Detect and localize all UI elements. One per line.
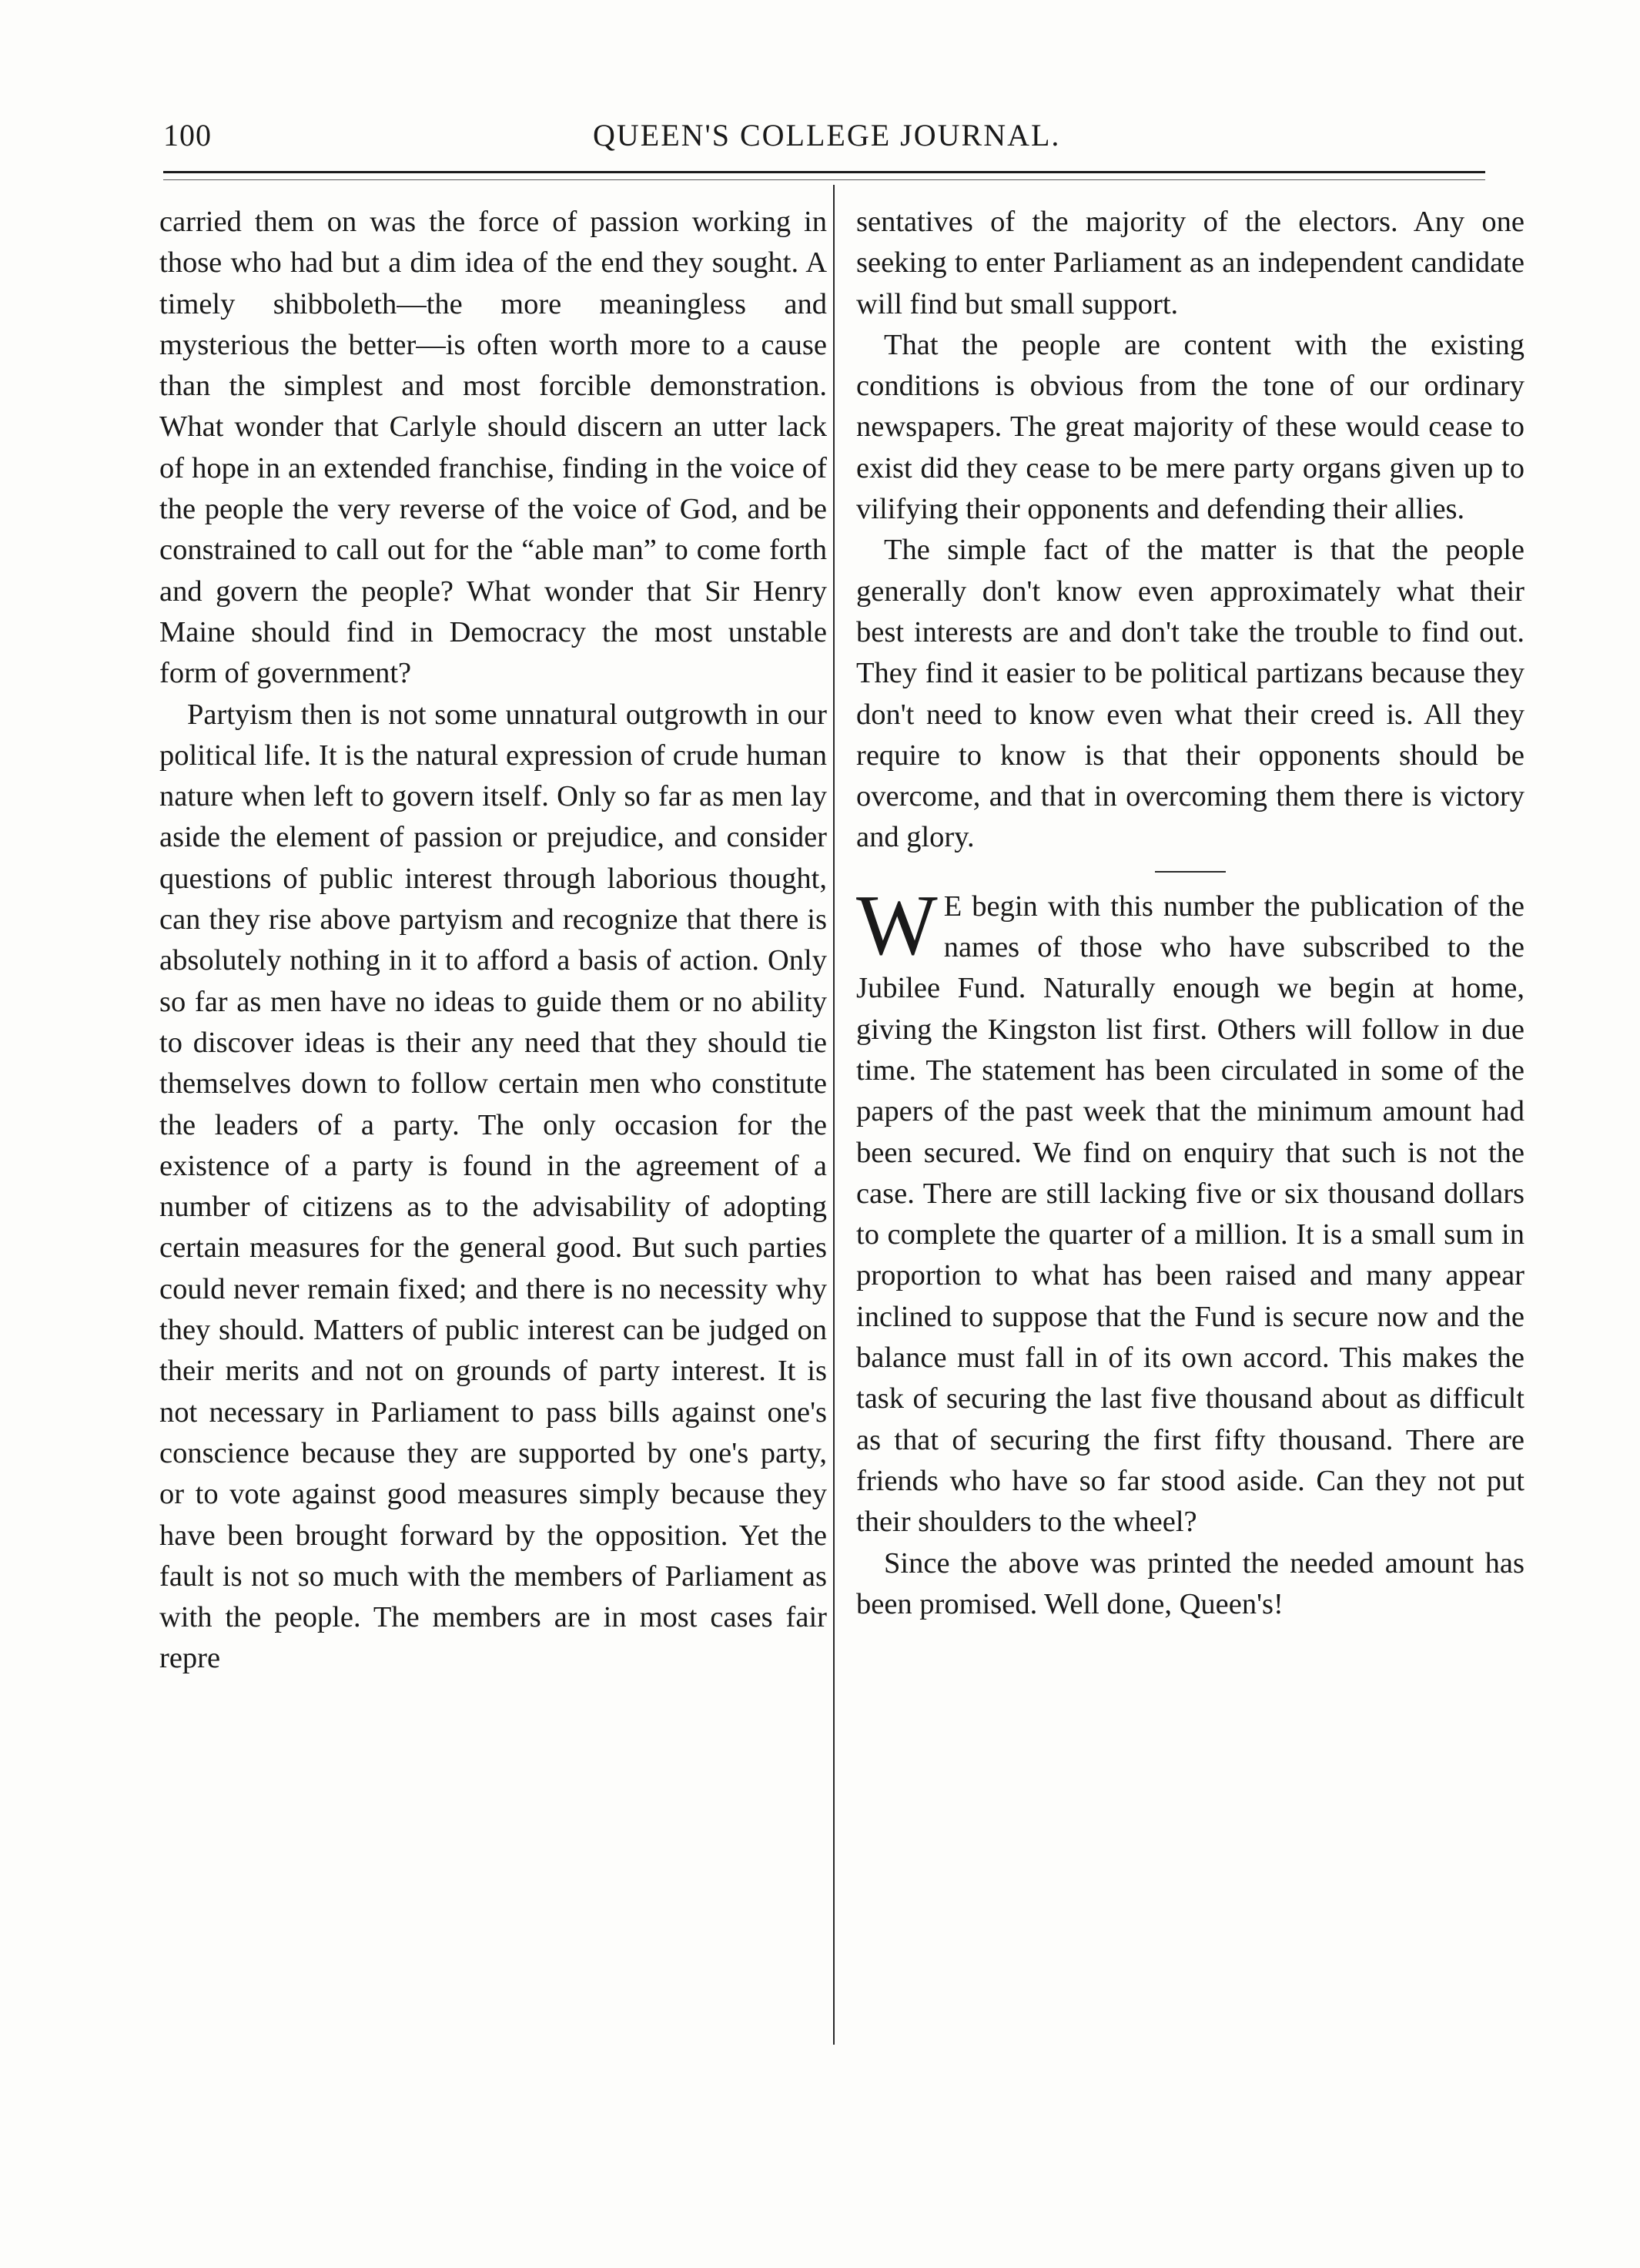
paragraph: That the people are content with the existing conditions is obvious from the tone of our ordinary newspapers. The great majority of these would cease to exist did they cease to be mere party organs given up to vilifying their opponents and defending their allies. <box>856 328 1525 526</box>
paragraph: Partyism then is not some unnatural outgrowth in our political life. It is the natural expression of crude human nature when left to govern itself. Only so far as men lay aside the element of passion or prejudice, and consider questions of public interest through laborious thought, can they rise above partyism and recognize that there is absolutely nothing in it to afford a basis of action. Only so far as men have no ideas to guide them or no ability to discover ideas is their any need that they should tie themselves down to follow certain men who constitute the leaders of a party. The only occasion for the existence of a party is found in the agreement of a number of citizens as to the advisability of adopting certain measures for the general good. But such parties could never remain fixed; and there is no necessity why they should. Matters of public interest can be judged on their merits and not on grounds of party interest. It is not necessary in Parliament to pass bills against one's conscience because they are supported by one's party, or to vote against good measures simply because they have been brought forward by the opposition. Yet the fault is not so much with the members of Parliament as with the people. The members are in most cases fair repre <box>159 698 827 1675</box>
paragraph: sentatives of the majority of the electors. Any one seeking to enter Parliament as an independent candidate will find but small support. <box>856 206 1525 320</box>
paragraph: carried them on was the force of passion working in those who had but a dim idea of the end they sought. A timely shibboleth—the more meaningless and mysterious the better—is often worth more to a cause than the simplest and most forcible demonstration. What wonder that Carlyle should discern an utter lack of hope in an extended franchise, finding in the voice of the people the very reverse of the voice of God, and be constrained to call out for the “able man” to come forth and govern the people? What wonder that Sir Henry Maine should find in Democracy the most unstable form of government? <box>159 206 827 690</box>
running-title: QUEEN'S COLLEGE JOURNAL. <box>593 118 1061 152</box>
header-rule <box>163 171 1485 173</box>
right-column <box>856 202 1525 1625</box>
section-divider <box>1155 871 1226 873</box>
drop-cap: W <box>856 877 938 973</box>
page-number: 100 <box>163 118 212 152</box>
jubilee-fund-paragraph <box>856 877 1525 1543</box>
left-column <box>159 202 827 1680</box>
column-divider <box>833 185 835 2045</box>
header-rule-thin <box>163 179 1485 180</box>
paragraph-text: E begin with this number the publication of the names of those who have subscribed to the Jubilee Fund. Naturally enough we begin at home, giving the Kingston list first. Others will follow in due time. The statement has been circulated in some of the papers of the past week that the minimum amount had been secured. We find on enquiry that such is not the case. There are still lacking five or six thousand dollars to complete the quarter of a million. It is a small sum in proportion to what has been raised and many appear inclined to suppose that the Fund is secure now and the balance must fall in of its own accord. This makes the task of securing the last five thousand about as difficult as that of securing the first fifty thousand. There are friends who have so far stood aside. Can they not put their shoulders to the wheel? <box>856 889 1525 1539</box>
paragraph: The simple fact of the matter is that the people generally don't know even approximately what their best interests are and don't take the trouble to find out. They find it easier to be political partizans because they don't need to know even what their creed is. All they require to know is that their opponents should be overcome, and that in overcoming them there is victory and glory. <box>856 534 1525 854</box>
paragraph: Since the above was printed the needed amount has been promised. Well done, Queen's! <box>856 1546 1525 1620</box>
